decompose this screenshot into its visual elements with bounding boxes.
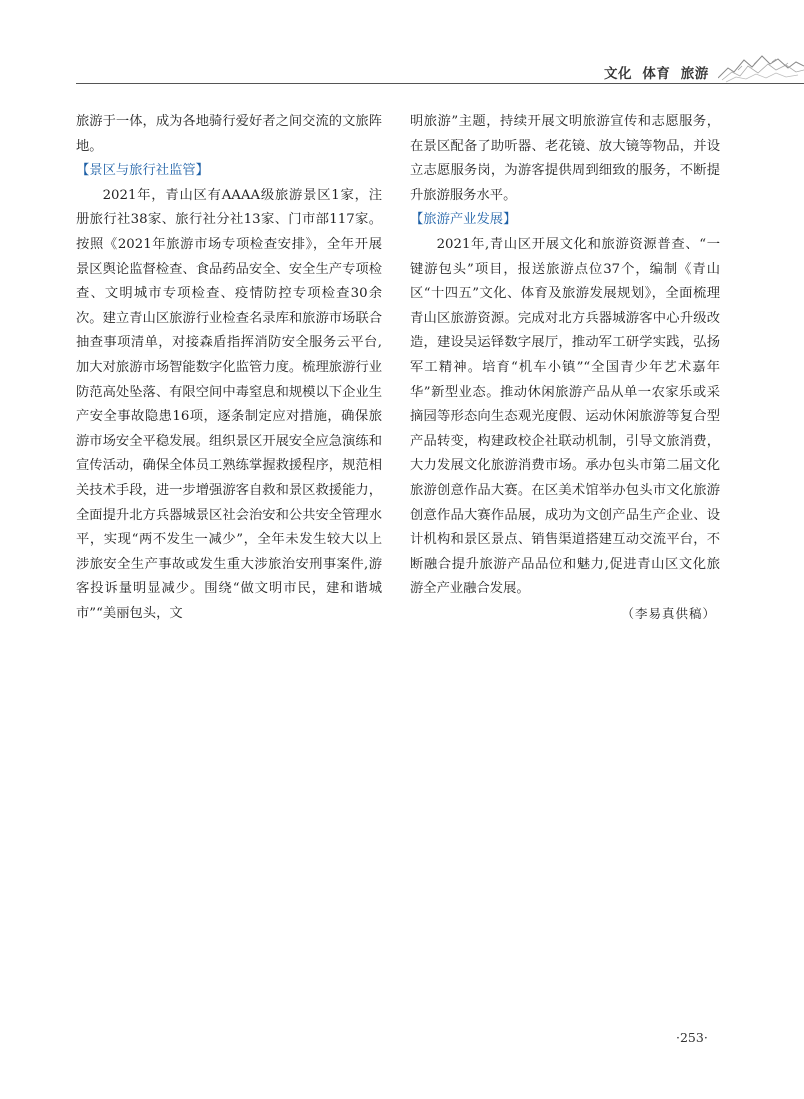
- right-column: [410, 110, 720, 626]
- paragraph-tourism-industry: 2021年,青山区开展文化和旅游资源普查、“一键游包头”项目，报送旅游点位37个，编制《青山区“十四五”文化、体育及旅游发展规划》，全面梳理青山区旅游资源。完成对北方兵器城游客中心升级改造，建设吴运铎数字展厅，推动军工研学实践，弘扬军工精神。培育“机车小镇”“全国青少年艺术嘉年华”新型业态。推动休闲旅游产品从单一农家乐或采摘园等形态向生态观光度假、运动休闲旅游等复合型产品转变，构建政校企社联动机制，引导文旅消费，大力发展文化旅游消费市场。承办包头市第二届文化旅游创意作品大赛。在区美术馆举办包头市文化旅游创意作品大赛作品展，成功为文创产品生产企业、设计机构和景区景点、销售渠道搭建互动交流平台，不断融合提升旅游产品品位和魅力,促进青山区文化旅游全产业融合发展。: [410, 236, 720, 597]
- section-heading-scenic-supervision: 【景区与旅行社监管】: [76, 163, 209, 179]
- mountain-decoration-icon: [718, 50, 804, 84]
- page-number: ·253·: [676, 1030, 708, 1045]
- header-rule: [76, 83, 804, 84]
- paragraph-continued: 旅游于一体，成为各地骑行爱好者之间交流的文旅阵地。: [76, 114, 382, 154]
- page-header: [0, 0, 804, 90]
- paragraph-scenic-supervision: 2021年，青山区有AAAA级旅游景区1家，注册旅行社38家、旅行社分社13家、门市部117家。按照《2021年旅游市场专项检查安排》，全年开展景区舆论监督检查、食品药品安全、安全生产专项检查、文明城市专项检查、疫情防控专项检查30余次。建立青山区旅游行业检查名录库和旅游市场联合抽查事项清单，对接森盾指挥消防安全服务云平台,加大对旅游市场智能数字化监管力度。梳理旅游行业防范高处坠落、有限空间中毒窒息和规模以下企业生产安全事故隐患16项，逐条制定应对措施，确保旅游市场安全平稳发展。组织景区开展安全应急演练和宣传活动，确保全体员工熟练掌握救援程序，规范相关技术手段，进一步增强游客自救和景区救援能力，全面提升北方兵器城景区社会治安和公共安全管理水平，实现“两不发生一减少”，全年未发生较大以上涉旅安全生产事故或发生重大涉旅治安刑事案件,游客投诉量明显减少。围绕“做文明市民，建和谐城市”“美丽包头，文: [76, 187, 382, 621]
- author-credit: （李易真供稿）: [621, 605, 716, 621]
- left-column: [76, 110, 382, 626]
- section-title: 文化 体育 旅游: [604, 66, 709, 82]
- paragraph-continued: 明旅游”主题，持续开展文明旅游宣传和志愿服务，在景区配备了助听器、老花镜、放大镜等物品，并设立志愿服务岗，为游客提供周到细致的服务，不断提升旅游服务水平。: [410, 114, 720, 203]
- section-heading-tourism-industry: 【旅游产业发展】: [410, 212, 517, 228]
